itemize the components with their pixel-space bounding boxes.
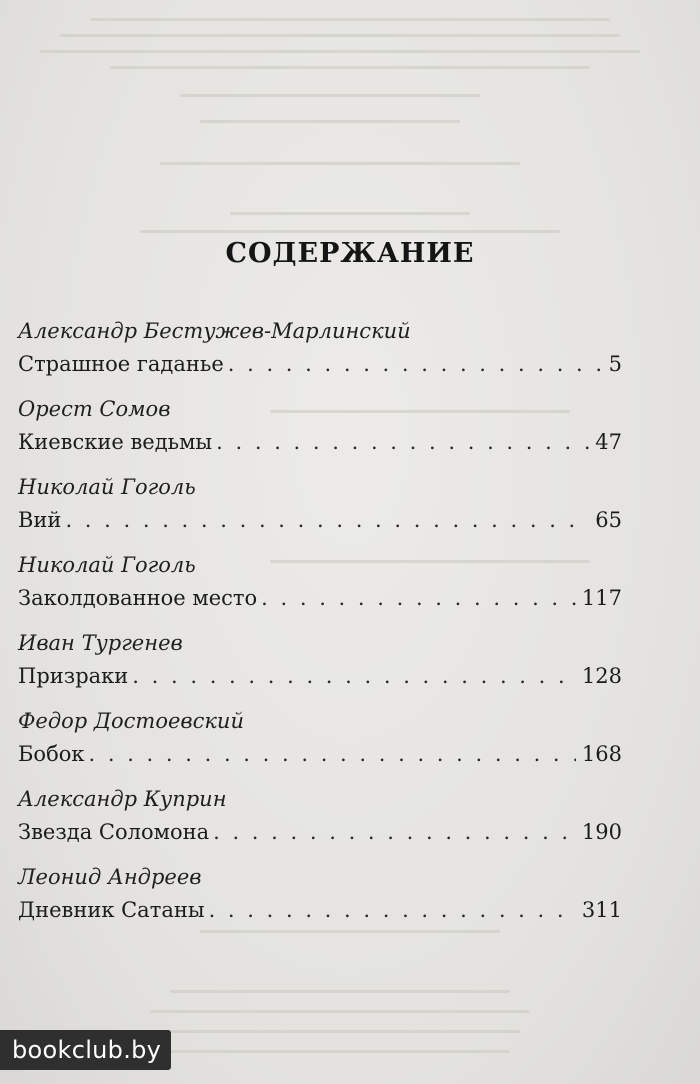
site-watermark: bookclub.by [0,1030,171,1070]
toc-line[interactable] [18,429,622,455]
toc-line[interactable] [18,819,622,845]
leader-dots [261,585,576,611]
toc-author: Иван Тургенев [18,631,183,655]
bleed-through-line [90,18,610,21]
toc-page-number: 168 [581,742,622,766]
toc-title: Киевские ведьмы [18,430,213,454]
toc-title: Призраки [18,664,129,688]
toc-page-number: 311 [581,898,622,922]
toc-line[interactable] [18,585,622,611]
toc-author: Орест Сомов [18,397,171,421]
table-of-contents [18,318,622,942]
toc-entry [18,552,622,630]
bleed-through-line [110,66,590,69]
bleed-through-line [200,120,460,123]
toc-entry [18,396,622,474]
leader-dots [89,741,576,767]
toc-entry [18,474,622,552]
toc-title: Вий [18,508,62,532]
bleed-through-line [180,94,480,97]
leader-dots [228,351,603,377]
toc-entry [18,708,622,786]
bleed-through-line [170,990,510,993]
toc-entry [18,786,622,864]
toc-line[interactable] [18,663,622,689]
toc-entry [18,864,622,942]
toc-author: Николай Гоголь [18,475,196,499]
leader-dots [209,897,576,923]
leader-dots [213,819,576,845]
toc-title: Бобок [18,742,85,766]
toc-author: Федор Достоевский [18,709,244,733]
page-title: СОДЕРЖАНИЕ [225,238,475,269]
leader-dots [65,507,589,533]
toc-entry [18,630,622,708]
toc-title: Заколдованное место [18,586,258,610]
bleed-through-line [160,162,520,165]
toc-title: Звезда Соломона [18,820,210,844]
toc-line[interactable] [18,507,622,533]
toc-line[interactable] [18,741,622,767]
toc-title: Страшное гаданье [18,352,224,376]
bleed-through-line [140,230,560,233]
bleed-through-line [230,212,470,215]
toc-page-number: 47 [595,430,622,454]
toc-author: Леонид Андреев [18,865,202,889]
leader-dots [132,663,576,689]
toc-page-number: 190 [581,820,622,844]
toc-author: Александр Бестужев-Марлинский [18,319,411,343]
bleed-through-line [160,1030,520,1033]
toc-page-number: 128 [581,664,622,688]
bleed-through-line [60,34,620,37]
toc-line[interactable] [18,351,622,377]
bleed-through-line [40,50,640,53]
leader-dots [216,429,589,455]
toc-line[interactable] [18,897,622,923]
toc-page-number: 65 [595,508,622,532]
toc-author: Александр Куприн [18,787,227,811]
bleed-through-line [150,1010,530,1013]
toc-author: Николай Гоголь [18,553,196,577]
toc-page-number: 117 [581,586,622,610]
bleed-through-line [170,1050,510,1053]
toc-title: Дневник Сатаны [18,898,205,922]
toc-entry [18,318,622,396]
toc-page-number: 5 [608,352,622,376]
